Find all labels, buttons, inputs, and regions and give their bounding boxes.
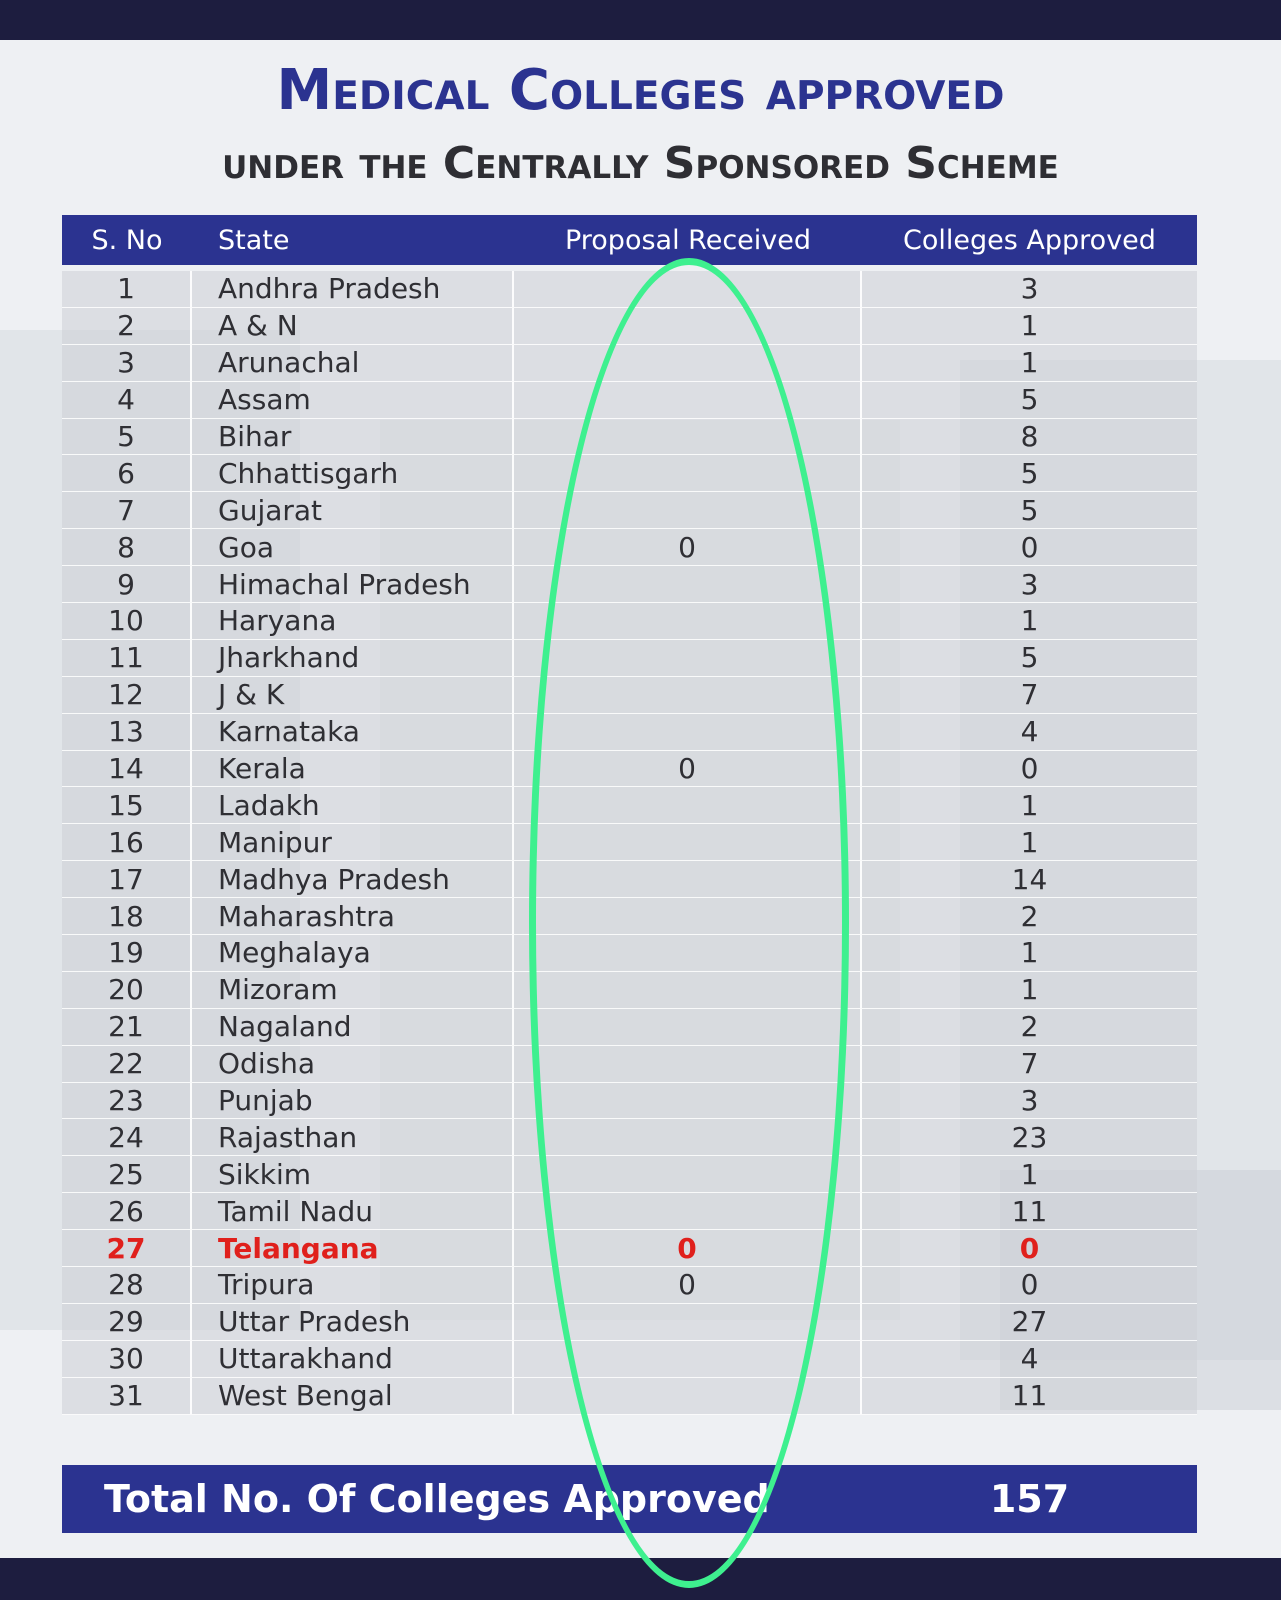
cell-state: Jharkhand: [192, 640, 514, 676]
cell-sno: 16: [62, 824, 192, 860]
cell-proposal: [514, 1083, 862, 1119]
title-sub: under the Centrally Sponsored Scheme: [222, 138, 1059, 189]
cell-sno: 3: [62, 345, 192, 381]
table-header: [62, 215, 1197, 265]
table-row: [62, 419, 1197, 456]
cell-sno: 14: [62, 751, 192, 787]
cell-proposal: [514, 824, 862, 860]
cell-sno: 1: [62, 271, 192, 307]
cell-approved: 1: [1020, 788, 1039, 822]
table-row: [62, 1304, 1197, 1341]
cell-proposal: [514, 972, 862, 1008]
cell-approved: 0: [1020, 752, 1039, 786]
cell-approved: 27: [1011, 1305, 1048, 1339]
cell-proposal: 0: [514, 529, 862, 565]
colleges-table: [62, 215, 1197, 1521]
table-row: [62, 1083, 1197, 1120]
table-row: [62, 640, 1197, 677]
table-row: [62, 1119, 1197, 1156]
cell-proposal: [514, 603, 862, 639]
cell-approved: 11: [1011, 1379, 1048, 1413]
cell-sno: 11: [62, 640, 192, 676]
cell-approved: 4: [1020, 715, 1039, 749]
cell-sno: 24: [62, 1119, 192, 1155]
cell-state: Telangana: [192, 1230, 514, 1266]
cell-sno: 23: [62, 1083, 192, 1119]
cell-state: Himachal Pradesh: [192, 566, 514, 602]
table-row: [62, 382, 1197, 419]
cell-approved: 3: [1020, 567, 1039, 601]
cell-approved: 14: [1011, 862, 1048, 896]
cell-approved: 1: [1020, 346, 1039, 380]
cell-state: Arunachal: [192, 345, 514, 381]
cell-proposal: [514, 566, 862, 602]
cell-sno: 2: [62, 308, 192, 344]
cell-proposal: 0: [514, 1230, 862, 1266]
table-row: [62, 714, 1197, 751]
cell-proposal: [514, 419, 862, 455]
cell-proposal: [514, 714, 862, 750]
table-row: [62, 751, 1197, 788]
table-row: [62, 345, 1197, 382]
cell-state: Nagaland: [192, 1009, 514, 1045]
cell-state: Goa: [192, 529, 514, 565]
cell-sno: 27: [62, 1230, 192, 1266]
table-footer: [62, 1465, 1197, 1533]
cell-proposal: [514, 1304, 862, 1340]
cell-proposal: [514, 1119, 862, 1155]
cell-approved: 2: [1020, 899, 1039, 933]
cell-sno: 7: [62, 492, 192, 528]
cell-sno: 5: [62, 419, 192, 455]
cell-sno: 9: [62, 566, 192, 602]
cell-approved: 5: [1020, 456, 1039, 490]
table-row: [62, 824, 1197, 861]
table-row: [62, 1378, 1197, 1415]
cell-sno: 22: [62, 1046, 192, 1082]
cell-approved: 4: [1020, 1342, 1039, 1376]
table-row: [62, 603, 1197, 640]
cell-approved: 5: [1020, 383, 1039, 417]
cell-state: Uttar Pradesh: [192, 1304, 514, 1340]
header-sno: S. No: [91, 224, 163, 256]
total-label: Total No. Of Colleges Approved: [104, 1477, 770, 1521]
cell-approved: 5: [1020, 641, 1039, 675]
table-row: [62, 455, 1197, 492]
table-row: [62, 566, 1197, 603]
cell-state: Odisha: [192, 1046, 514, 1082]
table-row: [62, 529, 1197, 566]
cell-state: Rajasthan: [192, 1119, 514, 1155]
cell-approved: 0: [1019, 1231, 1040, 1265]
cell-proposal: [514, 382, 862, 418]
table-row: [62, 861, 1197, 898]
cell-proposal: [514, 787, 862, 823]
cell-state: Mizoram: [192, 972, 514, 1008]
cell-proposal: [514, 1378, 862, 1414]
cell-proposal: [514, 1341, 862, 1377]
cell-state: Gujarat: [192, 492, 514, 528]
cell-state: Tamil Nadu: [192, 1193, 514, 1229]
table-row: [62, 1009, 1197, 1046]
cell-approved: 1: [1020, 973, 1039, 1007]
cell-proposal: [514, 455, 862, 491]
cell-approved: 1: [1020, 309, 1039, 343]
cell-state: Sikkim: [192, 1156, 514, 1192]
table-row: [62, 1046, 1197, 1083]
cell-state: West Bengal: [192, 1378, 514, 1414]
cell-proposal: [514, 492, 862, 528]
cell-sno: 6: [62, 455, 192, 491]
cell-sno: 12: [62, 677, 192, 713]
cell-approved: 1: [1020, 1157, 1039, 1191]
cell-proposal: [514, 1046, 862, 1082]
cell-sno: 13: [62, 714, 192, 750]
header-state: State: [218, 224, 290, 256]
cell-state: A & N: [192, 308, 514, 344]
table-row: [62, 787, 1197, 824]
cell-approved: 1: [1020, 825, 1039, 859]
cell-proposal: [514, 861, 862, 897]
cell-approved: 0: [1020, 1268, 1039, 1302]
cell-state: J & K: [192, 677, 514, 713]
cell-approved: 7: [1020, 678, 1039, 712]
table-row: [62, 271, 1197, 308]
cell-proposal: [514, 935, 862, 971]
cell-state: Assam: [192, 382, 514, 418]
cell-approved: 2: [1020, 1010, 1039, 1044]
cell-approved: 23: [1011, 1120, 1048, 1154]
cell-sno: 18: [62, 898, 192, 934]
cell-state: Madhya Pradesh: [192, 861, 514, 897]
cell-sno: 20: [62, 972, 192, 1008]
cell-proposal: [514, 271, 862, 307]
cell-proposal: [514, 1193, 862, 1229]
cell-approved: 1: [1020, 604, 1039, 638]
cell-sno: 28: [62, 1267, 192, 1303]
table-row: [62, 1230, 1197, 1267]
table-row: [62, 1193, 1197, 1230]
cell-state: Bihar: [192, 419, 514, 455]
cell-sno: 21: [62, 1009, 192, 1045]
table-row: [62, 1341, 1197, 1378]
cell-sno: 29: [62, 1304, 192, 1340]
cell-proposal: [514, 677, 862, 713]
cell-sno: 4: [62, 382, 192, 418]
table-body: [62, 271, 1197, 1415]
cell-state: Maharashtra: [192, 898, 514, 934]
cell-approved: 1: [1020, 936, 1039, 970]
cell-proposal: [514, 898, 862, 934]
table-row: [62, 1156, 1197, 1193]
cell-proposal: [514, 308, 862, 344]
cell-sno: 31: [62, 1378, 192, 1414]
table-row: [62, 1267, 1197, 1304]
cell-approved: 8: [1020, 420, 1039, 453]
cell-proposal: [514, 1156, 862, 1192]
cell-sno: 8: [62, 529, 192, 565]
bottom-bar: [0, 1558, 1281, 1600]
cell-state: Haryana: [192, 603, 514, 639]
cell-proposal: [514, 345, 862, 381]
top-bar: [0, 0, 1281, 40]
cell-sno: 26: [62, 1193, 192, 1229]
cell-sno: 10: [62, 603, 192, 639]
table-row: [62, 308, 1197, 345]
cell-proposal: [514, 640, 862, 676]
cell-sno: 17: [62, 861, 192, 897]
table-row: [62, 935, 1197, 972]
cell-approved: 3: [1020, 272, 1039, 306]
cell-state: Ladakh: [192, 787, 514, 823]
title-main: Medical Colleges approved: [276, 58, 1005, 123]
header-proposal: Proposal Received: [564, 224, 812, 256]
cell-sno: 19: [62, 935, 192, 971]
cell-state: Andhra Pradesh: [192, 271, 514, 307]
table-row: [62, 972, 1197, 1009]
table-row: [62, 492, 1197, 529]
cell-state: Karnataka: [192, 714, 514, 750]
cell-proposal: 0: [514, 751, 862, 787]
cell-approved: 3: [1020, 1084, 1039, 1118]
cell-proposal: 0: [514, 1267, 862, 1303]
cell-approved: 5: [1020, 493, 1039, 527]
cell-state: Meghalaya: [192, 935, 514, 971]
cell-state: Uttarakhand: [192, 1341, 514, 1377]
cell-sno: 30: [62, 1341, 192, 1377]
table-row: [62, 677, 1197, 714]
header-approved: Colleges Approved: [903, 224, 1156, 256]
table-row: [62, 898, 1197, 935]
cell-state: Chhattisgarh: [192, 455, 514, 491]
cell-sno: 15: [62, 787, 192, 823]
cell-sno: 25: [62, 1156, 192, 1192]
cell-state: Punjab: [192, 1083, 514, 1119]
cell-approved: 7: [1020, 1047, 1039, 1081]
cell-state: Kerala: [192, 751, 514, 787]
cell-state: Manipur: [192, 824, 514, 860]
total-value: 157: [989, 1477, 1070, 1521]
cell-state: Tripura: [192, 1267, 514, 1303]
cell-approved: 0: [1020, 530, 1039, 564]
poster-title: [0, 44, 1281, 192]
cell-proposal: [514, 1009, 862, 1045]
cell-approved: 11: [1011, 1194, 1048, 1228]
